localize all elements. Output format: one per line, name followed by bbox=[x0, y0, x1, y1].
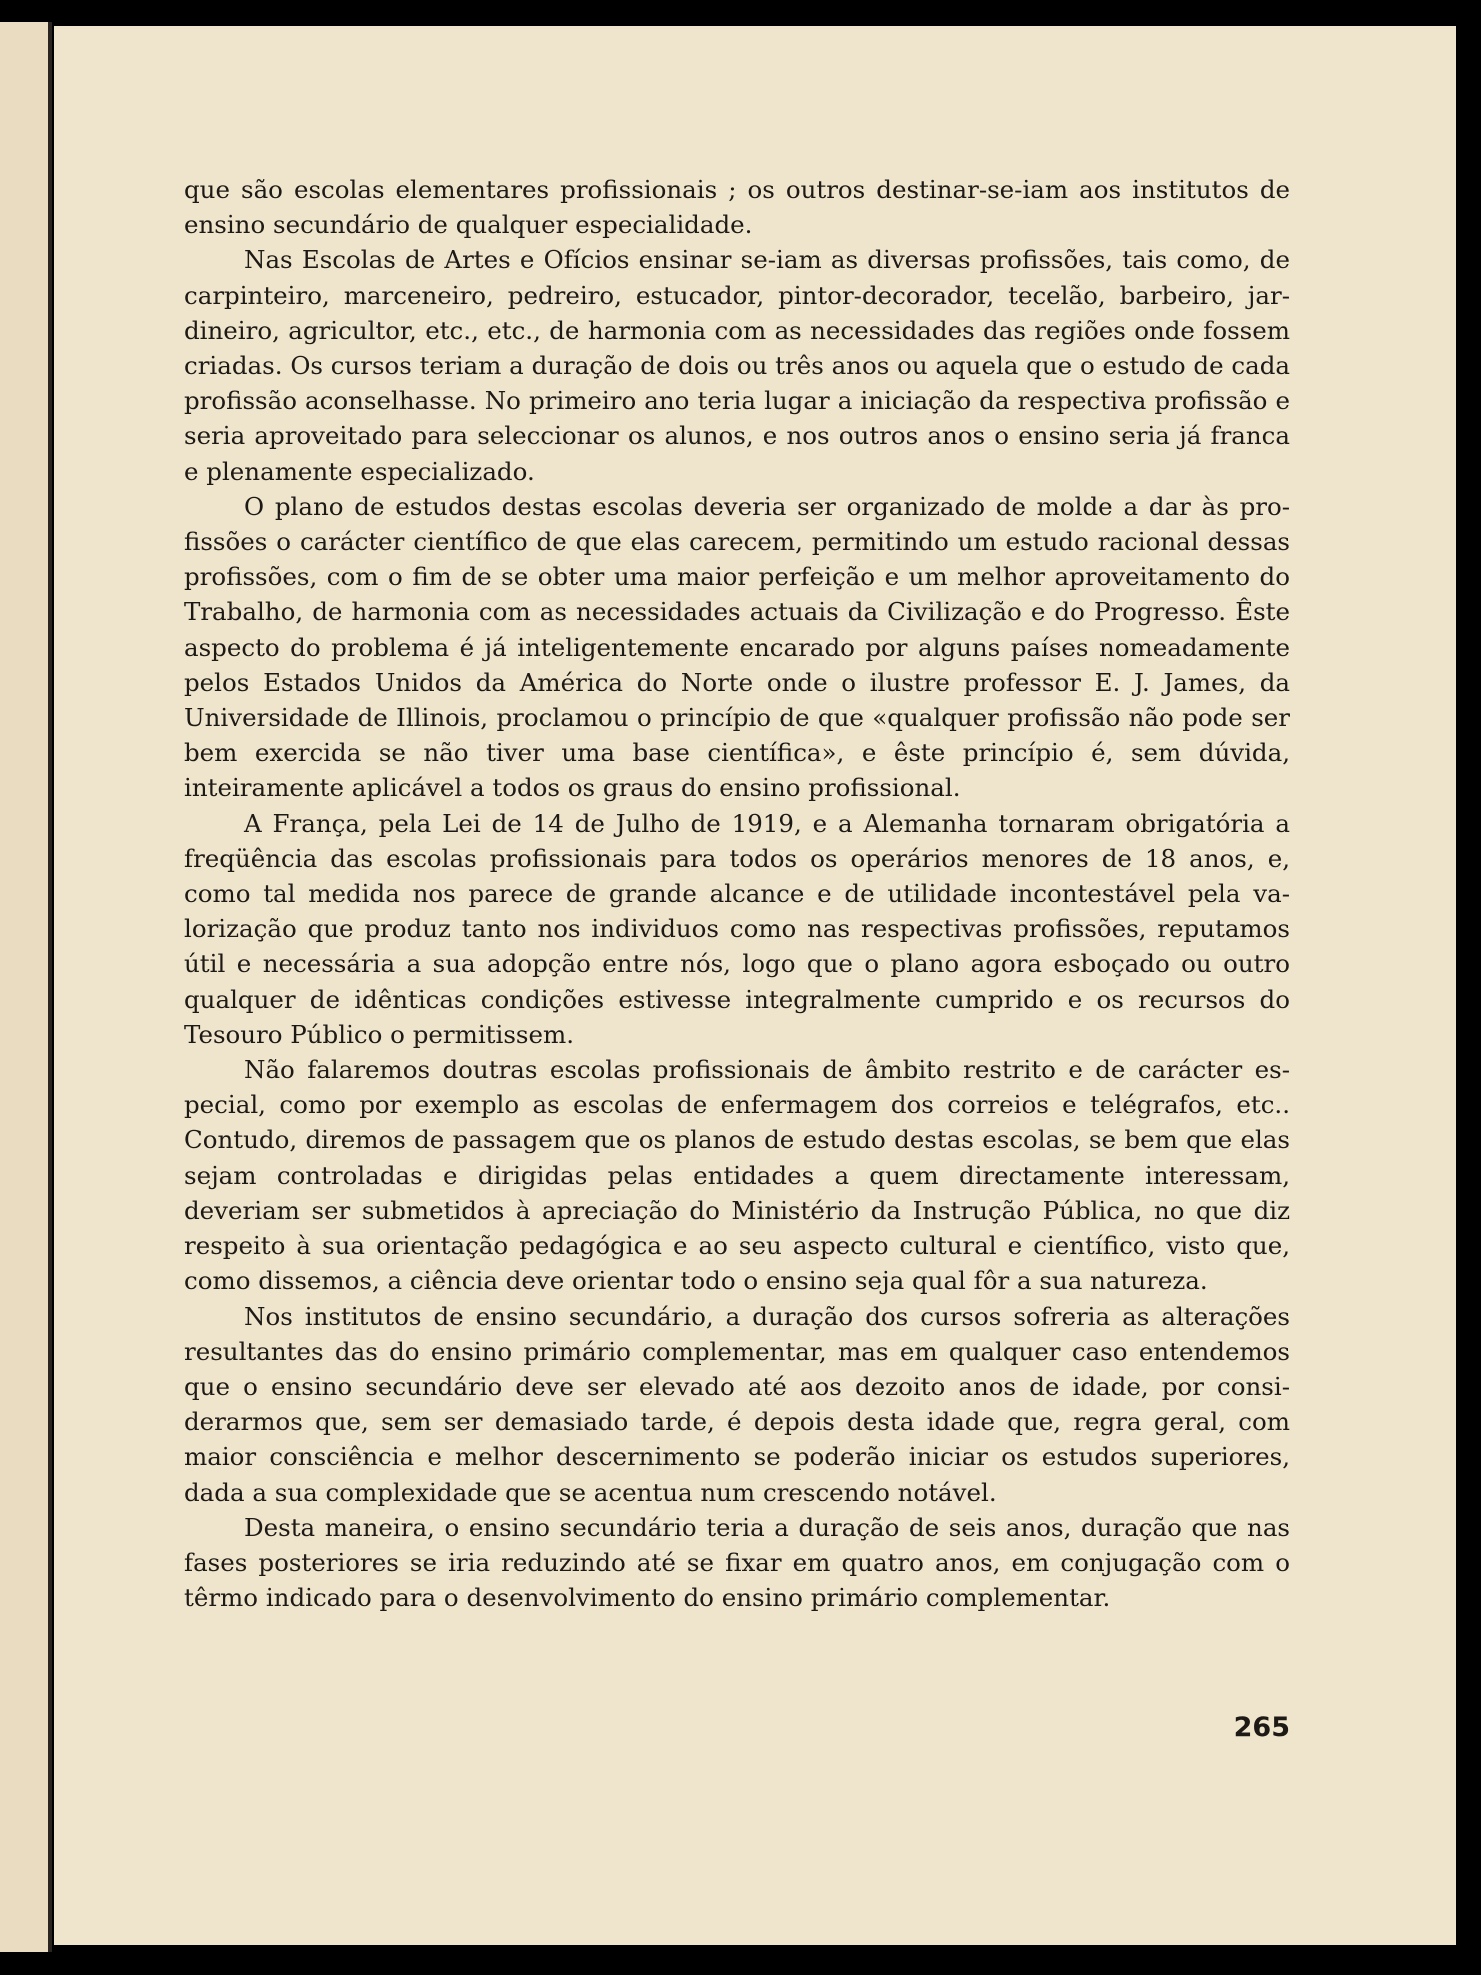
body-text bbox=[184, 172, 1290, 1615]
page-number: 265 bbox=[1233, 1712, 1290, 1743]
paragraph-six-years: Desta maneira, o ensino secundário teria a duração de seis anos, duração que nas fases posteriores se iria reduzindo até se fixar em quatro anos, em conjugação com o têrmo indicado para o desenvolvimento do ensino primário complementar. bbox=[184, 1512, 1290, 1613]
paragraph-arts-and-crafts: Nas Escolas de Artes e Ofícios ensinar se-iam as diversas profissões, tais como, de carpinteiro, marceneiro, pedreiro, estucador, pintor-decorador, tecelão, barbeiro, jardineiro, agricultor, etc., etc., de harmonia com as necessidades das regiões onde fossem criadas. Os cursos teriam a duração de dois ou três anos ou aquela que o estudo de cada profissão aconselhasse. No primeiro ano teria lugar a iniciação da respectiva profissão e seria aproveitado para seleccionar os alunos, e nos outros anos o ensino seria já franca e plenamente especializado. bbox=[184, 245, 1290, 486]
paragraph-france-germany: A França, pela Lei de 14 de Julho de 1919, e a Alemanha tornaram obrigatória a freqüência das escolas profissionais para todos os operários menores de 18 anos, e, como tal medida nos parece de grande alcance e de utilidade incontestável pela valorização que produz tanto nos individuos como nas respectivas profissões, reputamos útil e necessária a sua adopção entre nós, logo que o plano agora esboçado ou outro qualquer de idênticas condições estivesse integralmente cumprido e os recursos do Tesouro Público o permitissem. bbox=[184, 808, 1290, 1049]
paragraph-continuation: que são escolas elementares profissionais ; os outros destinar-se-iam aos institutos de ensino secundário de qualquer especialidade. bbox=[184, 175, 1290, 240]
facing-page-edge bbox=[0, 22, 48, 1952]
paragraph-secondary-institutes: Nos institutos de ensino secundário, a duração dos cursos sofreria as alterações resultantes das do ensino primário complementar, mas em qualquer caso entendemos que o ensino secundário deve ser elevado até aos dezoito anos de idade, por considerarmos que, sem ser demasiado tarde, é depois desta idade que, regra geral, com maior consciência e melhor descernimento se poderão iniciar os estudos superiores, dada a sua complexidade que se acentua num crescendo notável. bbox=[184, 1301, 1290, 1507]
paragraph-other-schools: Não falaremos doutras escolas profissionais de âmbito restrito e de carácter especial, como por exemplo as escolas de enfermagem dos correios e telégrafos, etc.. Contudo, diremos de passagem que os planos de estudo destas escolas, se bem que elas sejam controladas e dirigidas pelas entidades a quem directamente interessam, deveriam ser submetidos à apreciação do Ministério da Instrução Pública, no que diz respeito à sua orientação pedagógica e ao seu aspecto cultural e científico, visto que, como dissemos, a ciência deve orientar todo o ensino seja qual fôr a sua natureza. bbox=[184, 1055, 1290, 1296]
binding-line bbox=[48, 22, 52, 1952]
paragraph-study-plan: O plano de estudos destas escolas deveria ser organizado de molde a dar às profissões o carácter científico de que elas carecem, permitindo um estudo racional dessas profissões, com o fim de se obter uma maior perfeição e um melhor aproveitamento do Trabalho, de harmonia com as necessidades actuais da Civilização e do Progresso. Êste aspecto do problema é já inteligentemente encarado por alguns países nomeadamente pelos Estados Unidos da América do Norte onde o ilustre professor E. J. James, da Universidade de Illinois, proclamou o princípio de que «qualquer profissão não pode ser bem exercida se não tiver uma base científica», e êste princípio é, sem dúvida, inteiramente aplicável a todos os graus do ensino profissional. bbox=[184, 491, 1290, 803]
